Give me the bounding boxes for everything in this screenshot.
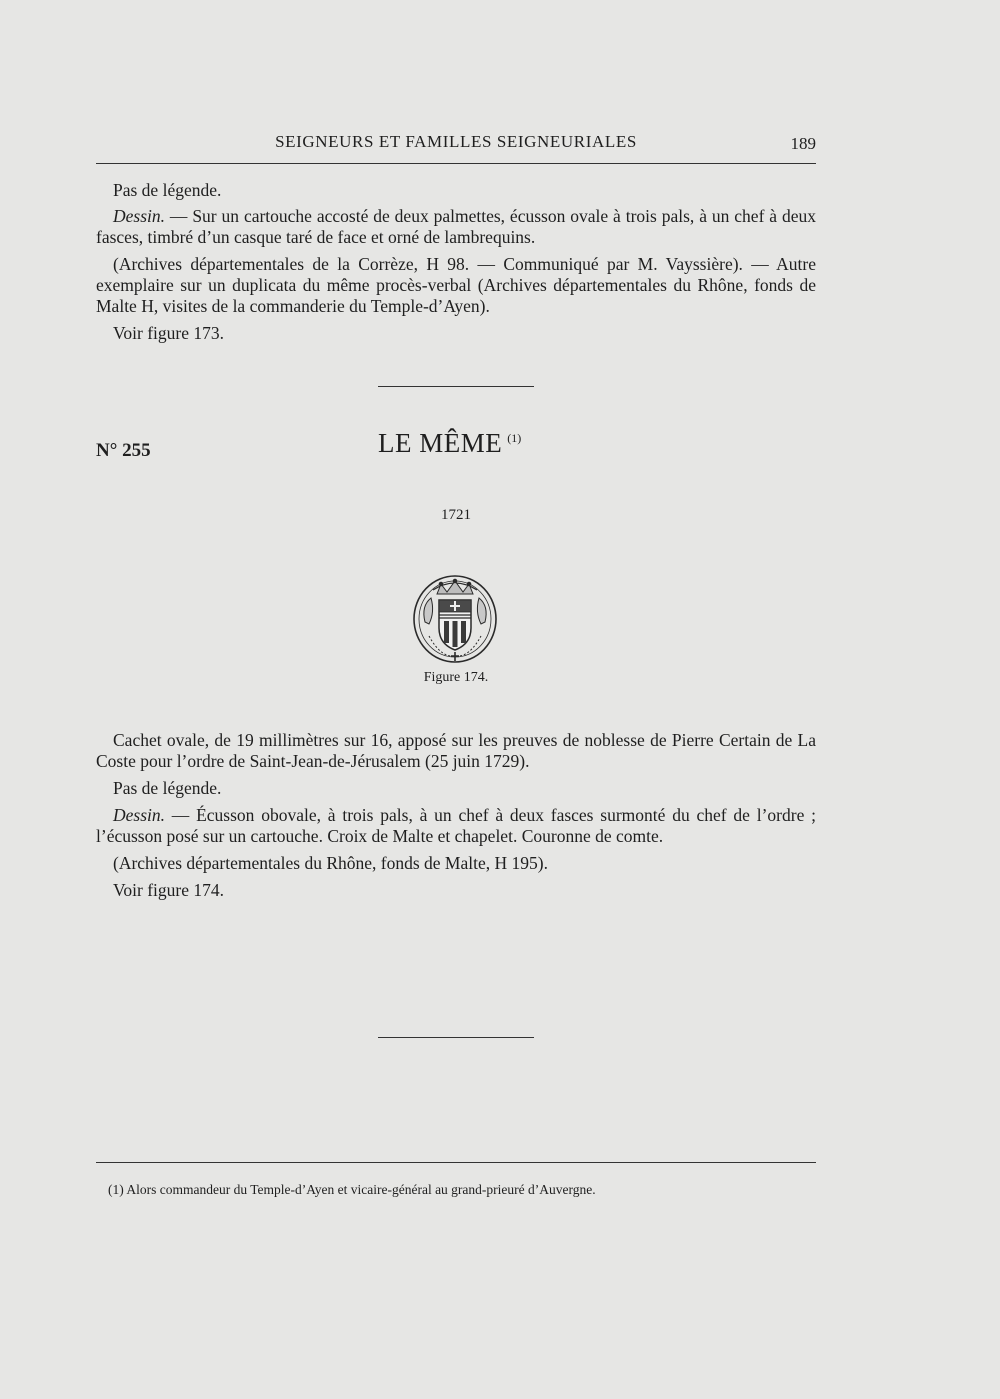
seal-image (411, 572, 499, 664)
top-archives: (Archives départementales de la Corrèze, H 98. — Communiqué par M. Vayssière). — Autre exemplaire sur un duplicata du même procès-verbal (Archives départementales du Rhône, fonds de Malte H, visites de la commanderie du Temple-d’Ayen). (96, 254, 816, 316)
entry-title-text: LE MÊME (378, 428, 503, 458)
body-dessin-label: Dessin. (113, 805, 166, 825)
running-head (96, 128, 816, 158)
page-number: 189 (790, 134, 816, 153)
body-section (96, 730, 816, 901)
entry-title (378, 428, 521, 459)
end-divider (378, 1037, 534, 1038)
figure-caption: Figure 174. (423, 670, 489, 685)
body-voir: Voir figure 174. (113, 880, 224, 900)
footnote: (1) Alors commandeur du Temple-d’Ayen et vicaire-général au grand-prieuré d’Auvergne. (108, 1182, 596, 1197)
body-archives: (Archives départementales du Rhône, fonds de Malte, H 195). (113, 853, 548, 873)
top-section (96, 180, 816, 344)
top-dessin (96, 206, 816, 248)
body-description: Cachet ovale, de 19 millimètres sur 16, apposé sur les preuves de noblesse de Pierre Certain de La Coste pour l’ordre de Saint-Jean-de-Jérusalem (25 juin 1729). (96, 730, 816, 771)
running-title: SEIGNEURS ET FAMILLES SEIGNEURIALES (275, 132, 637, 151)
top-legend: Pas de légende. (113, 180, 222, 200)
entry-year: 1721 (441, 507, 471, 523)
entry-number: N° 255 (96, 440, 151, 461)
top-voir: Voir figure 173. (113, 323, 224, 343)
section-divider (378, 386, 534, 387)
footnote-ref: (1) (507, 431, 522, 445)
footnote-rule (96, 1162, 816, 1163)
body-dessin-text: — Écusson obovale, à trois pals, à un chef à deux fasces surmonté du chef de l’ordre ; l’écusson posé sur un cartouche. Croix de Malte et chapelet. Couronne de comte. (96, 805, 816, 846)
top-dessin-text: — Sur un cartouche accosté de deux palmettes, écusson ovale à trois pals, à un chef à deux fasces, timbré d’un casque taré de face et orné de lambrequins. (96, 206, 816, 247)
top-dessin-label: Dessin. (113, 206, 166, 226)
body-legend: Pas de légende. (113, 778, 222, 798)
header-rule (96, 163, 816, 164)
body-dessin (96, 805, 816, 847)
